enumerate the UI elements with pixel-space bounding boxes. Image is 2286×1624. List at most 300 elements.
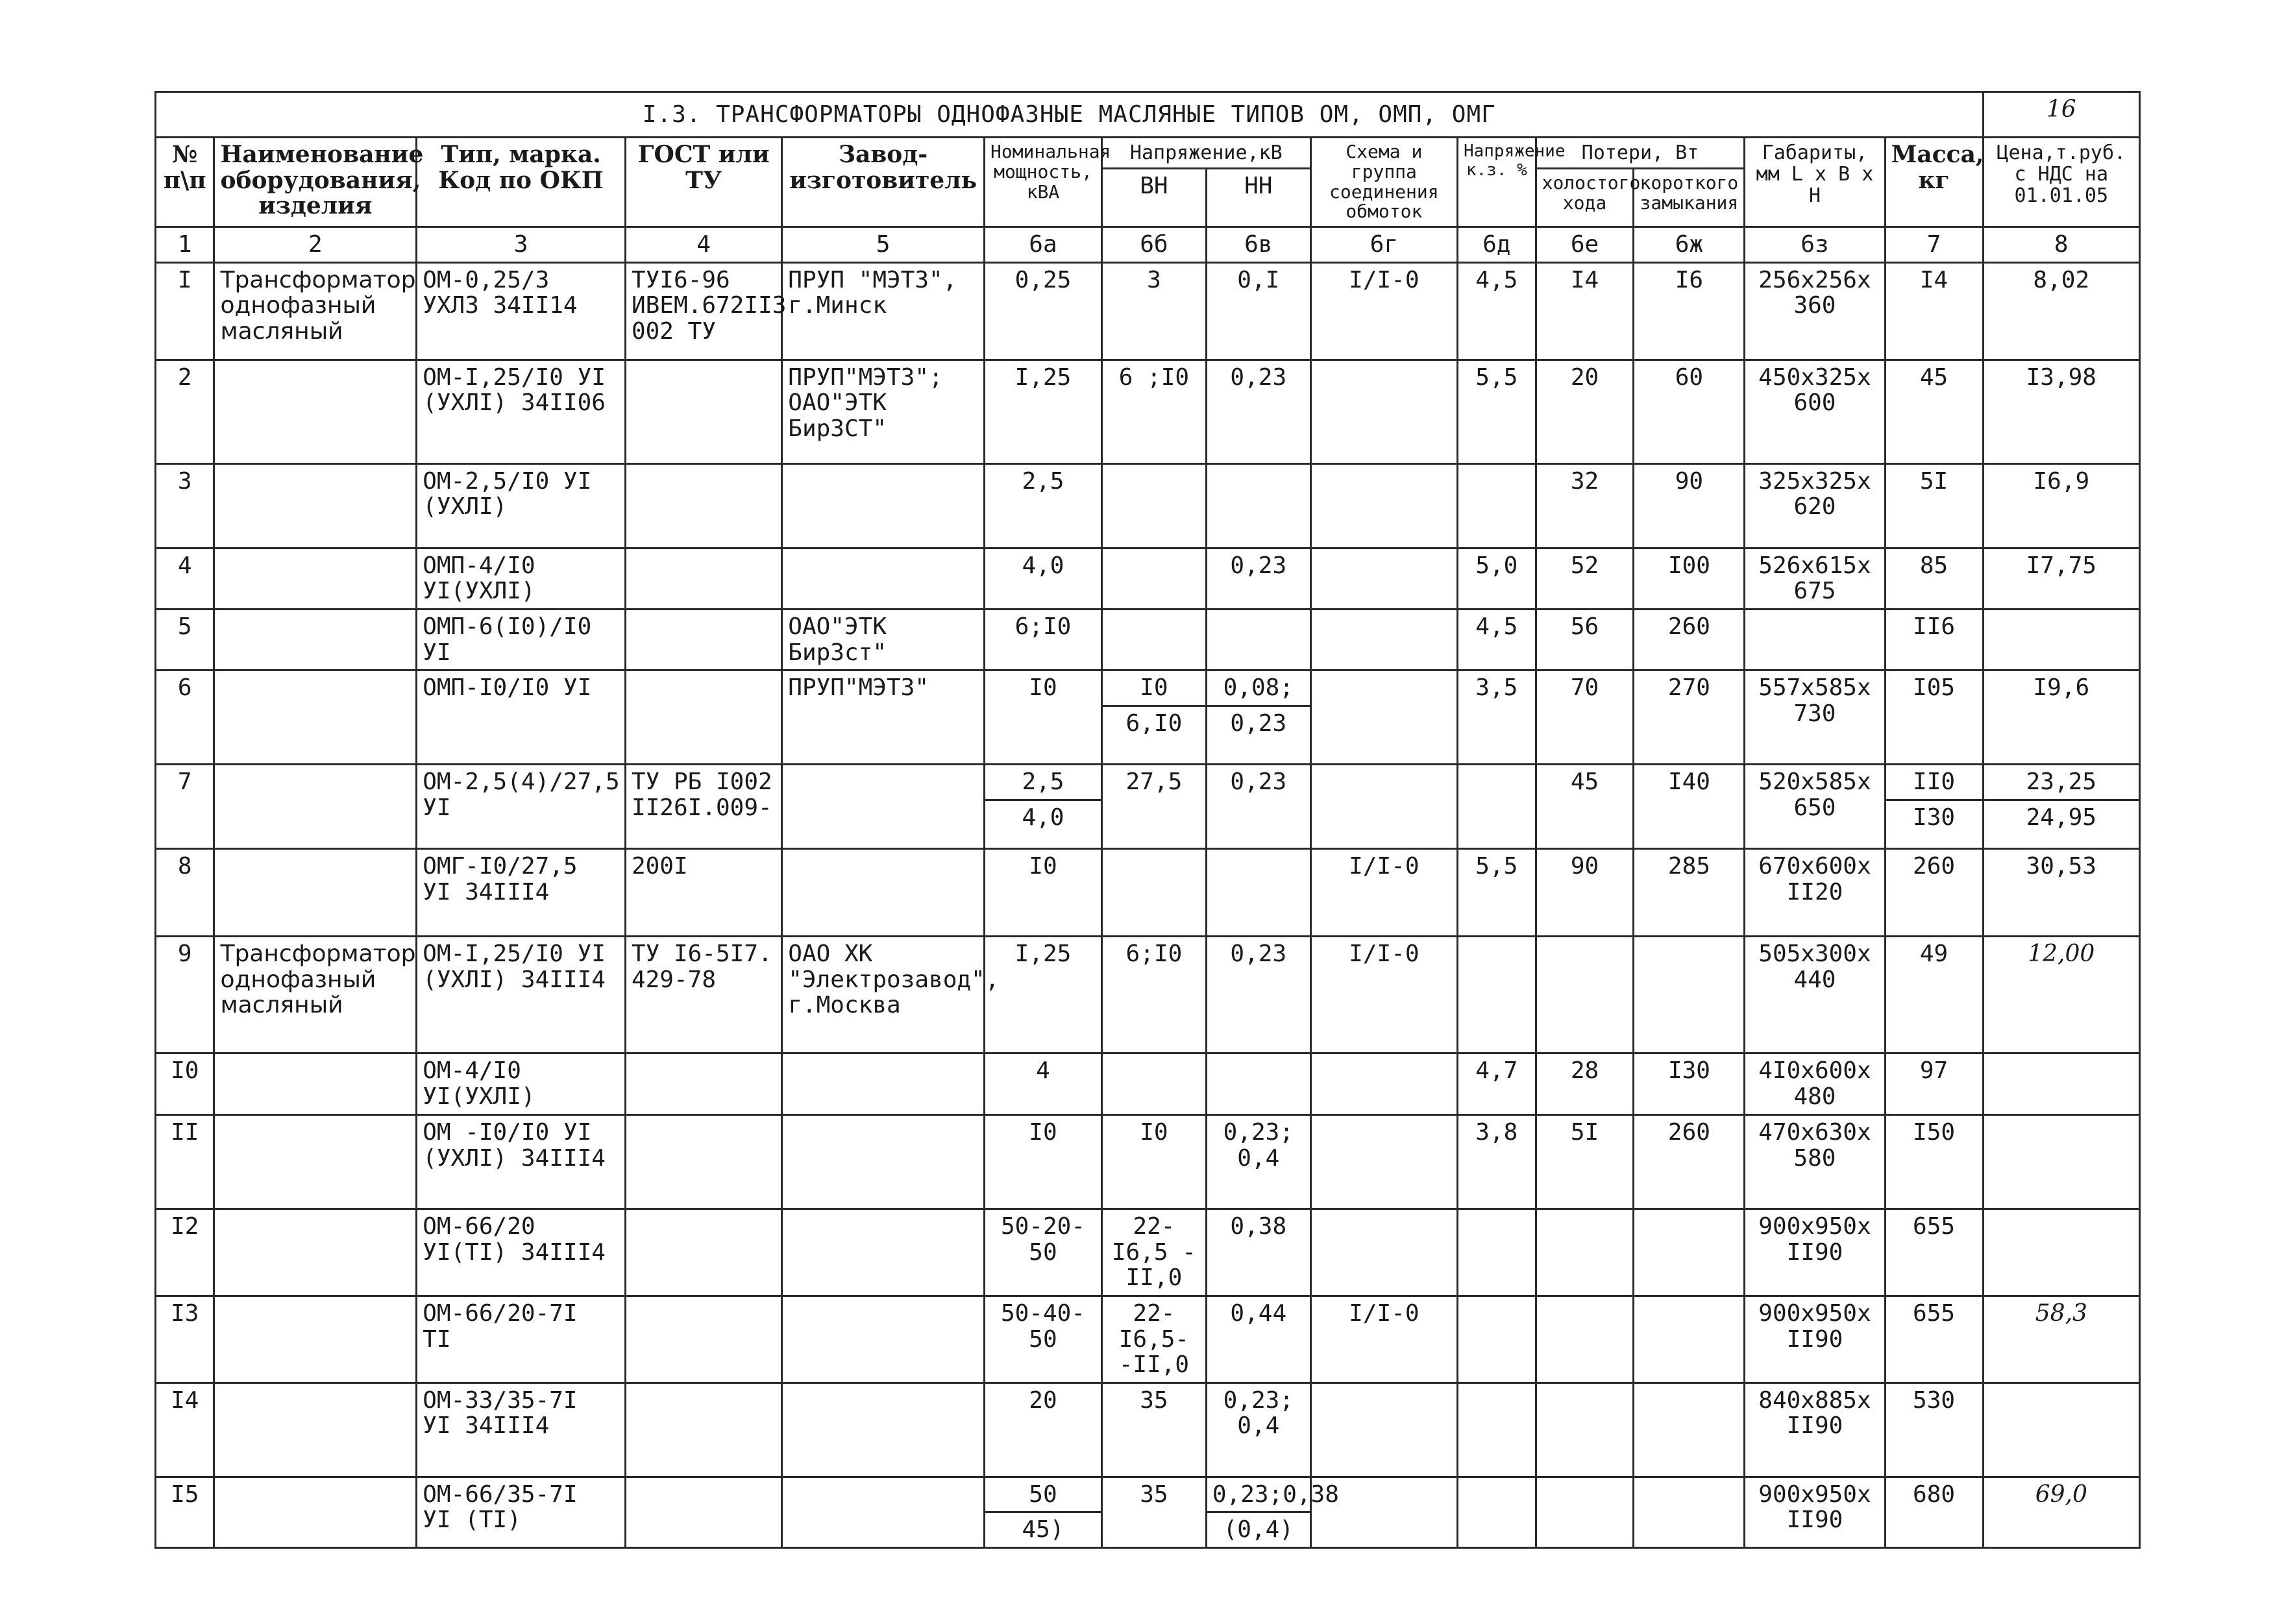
mass [1885,1296,1983,1383]
voltage-lv-value: 0,23; 0,4 [1223,1386,1294,1440]
no-load-loss [1536,765,1634,849]
price-value: I6,9 [2033,467,2090,495]
col-header-hv: ВН [1101,169,1206,227]
price [1983,463,2139,548]
manufacturer [782,262,985,360]
col-header-power: Номинальная мощность, кВА [984,138,1101,227]
dimensions [1745,548,1885,609]
price-value: 8,02 [2033,266,2090,293]
short-circuit-voltage-value: 5,5 [1475,363,1518,391]
rated-power [984,1296,1101,1383]
mass [1885,548,1983,609]
mass [1885,262,1983,360]
gost-tu-value: ТУ РБ I002 II26I.009- [631,769,772,821]
voltage-lv [1206,548,1310,609]
row-number-value: 4 [177,552,192,579]
equipment-name [214,1383,417,1477]
col-header-noload: холостого хода [1536,169,1634,227]
col-num: 6б [1101,227,1206,263]
price-value: I9,6 [2033,674,2090,702]
manufacturer-value: ПРУП"МЭТЗ" [788,674,929,702]
winding-scheme [1310,1209,1457,1296]
short-circuit-loss [1634,360,1745,463]
rated-power [984,937,1101,1053]
equipment-name [214,765,417,849]
gost-tu [625,849,781,937]
gost-tu [625,937,781,1053]
short-circuit-loss [1634,765,1745,849]
mass [1885,609,1983,670]
voltage-hv [1101,360,1206,463]
short-circuit-loss [1634,463,1745,548]
row-number-value: I0 [171,1057,199,1085]
table-row [156,609,2140,670]
voltage-hv-value: 6,I0 [1103,705,1205,737]
voltage-hv [1101,1477,1206,1547]
mass-value: I4 [1919,266,1948,293]
rated-power [984,1209,1101,1296]
voltage-lv [1206,1383,1310,1477]
voltage-lv [1206,1115,1310,1209]
table-row [156,671,2140,765]
row-number-value: 6 [177,674,192,702]
winding-scheme [1310,671,1457,765]
rated-power-value: 4 [1036,1057,1050,1085]
row-number-value: I4 [171,1386,199,1414]
col-num: 7 [1885,227,1983,263]
table-body [156,262,2140,1547]
row-number [156,1115,214,1209]
short-circuit-voltage [1457,937,1536,1053]
rated-power-value: 50-20-50 [1000,1213,1085,1266]
manufacturer [782,849,985,937]
rated-power-value: I0 [1029,1119,1057,1146]
row-number-value: 3 [177,467,192,495]
price-value: 23,25 [2026,769,2096,796]
rated-power [984,609,1101,670]
mass [1885,1477,1983,1547]
winding-scheme [1310,463,1457,548]
type-mark [417,360,626,463]
manufacturer-value: ПРУП "МЭТЗ", г.Минск [788,266,957,319]
short-circuit-voltage-value: 3,5 [1475,674,1518,702]
no-load-loss-value: I4 [1570,266,1599,293]
short-circuit-loss [1634,262,1745,360]
col-header-no: № п\п [156,138,214,227]
voltage-hv-value: 6 ;I0 [1118,363,1190,391]
col-num: 4 [625,227,781,263]
equipment-name [214,609,417,670]
voltage-hv [1101,1115,1206,1209]
row-number [156,765,214,849]
mass [1885,765,1983,849]
voltage-lv-value: 0,08; [1223,674,1294,702]
mass-value: I05 [1913,674,1956,702]
row-number [156,1477,214,1547]
rated-power [984,1053,1101,1115]
type-mark [417,1296,626,1383]
short-circuit-loss [1634,609,1745,670]
no-load-loss [1536,937,1634,1053]
equipment-name [214,1477,417,1547]
winding-scheme-value: I/I-0 [1349,266,1420,293]
voltage-hv-value: 35 [1140,1386,1168,1414]
equipment-name [214,1053,417,1115]
table-row [156,1209,2140,1296]
rated-power-value: 0,25 [1014,266,1072,293]
dimensions [1745,360,1885,463]
manufacturer [782,937,1000,1053]
col-num: 6з [1745,227,1885,263]
col-num: 6в [1206,227,1310,263]
type-mark-value: ОМ-66/35-7I УI (TI) [423,1481,578,1534]
gost-tu [625,1053,781,1115]
short-circuit-loss-value: I00 [1667,552,1710,579]
no-load-loss-value: 52 [1570,552,1599,579]
row-number [156,1053,214,1115]
price [1983,360,2139,463]
winding-scheme [1310,849,1457,937]
dimensions-value: 557x585x 730 [1758,674,1871,727]
col-num: 3 [417,227,626,263]
row-number [156,1296,214,1383]
gost-tu [625,262,787,360]
rated-power-value: 4,0 [985,799,1101,831]
price [1983,1209,2139,1296]
dimensions-value: 526x615x 675 [1758,552,1871,605]
winding-scheme [1310,548,1457,609]
table-row [156,1296,2140,1383]
dimensions-value: 505x300x 440 [1758,941,1871,993]
col-header-type: Тип, марка. Код по ОКП [417,138,626,227]
short-circuit-loss-value: 285 [1667,853,1710,880]
dimensions-value: 4I0x600x 480 [1758,1057,1871,1110]
short-circuit-voltage [1457,609,1536,670]
short-circuit-loss-value: I40 [1667,769,1710,796]
table-row [156,849,2140,937]
rated-power [984,360,1101,463]
mass [1885,1115,1983,1209]
price-value: 58,3 [2035,1299,2087,1327]
voltage-lv [1206,937,1310,1053]
row-number [156,463,214,548]
equipment-name [214,1296,417,1383]
type-mark [417,849,626,937]
short-circuit-voltage [1457,765,1536,849]
manufacturer [782,671,985,765]
winding-scheme [1310,937,1457,1053]
col-header-shortcircuit: короткого замыкания [1634,169,1745,227]
short-circuit-voltage-value: 4,7 [1475,1057,1518,1085]
type-mark [417,1383,626,1477]
mass-value: 655 [1913,1213,1956,1240]
rated-power-value: 20 [1029,1386,1057,1414]
winding-scheme-value: I/I-0 [1349,941,1420,968]
rated-power-value: I0 [1029,853,1057,880]
gost-tu [625,1383,781,1477]
price [1983,1296,2139,1383]
dimensions [1745,937,1885,1053]
type-mark [417,548,626,609]
mass [1885,1053,1983,1115]
price-value: 30,53 [2026,853,2096,880]
mass-value: II0 [1913,769,1956,796]
dimensions [1745,849,1885,937]
manufacturer [782,463,985,548]
row-number-value: I [177,266,192,293]
rated-power-value: 45) [985,1511,1101,1543]
winding-scheme [1310,360,1457,463]
type-mark-value: ОМ-4/I0 УI(УХЛI) [423,1057,535,1110]
short-circuit-voltage [1457,1296,1536,1383]
voltage-hv [1101,609,1206,670]
row-number [156,671,214,765]
col-num: 6е [1536,227,1634,263]
mass [1885,937,1983,1053]
row-number-value: I3 [171,1299,199,1327]
voltage-hv [1101,1383,1206,1477]
manufacturer [782,360,985,463]
short-circuit-loss [1634,671,1745,765]
equipment-name [214,671,417,765]
voltage-lv-value: 0,38 [1230,1213,1287,1240]
manufacturer [782,1477,985,1547]
type-mark-value: ОМГ-I0/27,5 УI 34III4 [423,853,578,905]
price [1983,1477,2139,1547]
type-mark [417,1115,626,1209]
col-header-gost: ГОСТ или ТУ [625,138,781,227]
equipment-name-value: Трансформатор однофазный масляный [220,266,416,345]
mass-value: 655 [1913,1299,1956,1327]
type-mark-value: ОМ-I,25/I0 УI (УХЛI) 34III4 [423,941,606,993]
type-mark [417,1209,626,1296]
gost-tu [625,463,781,548]
type-mark-value: ОМ-0,25/3 УХЛ3 34II14 [423,266,578,319]
no-load-loss-value: 45 [1570,769,1599,796]
winding-scheme [1310,609,1457,670]
col-header-losses: Потери, Вт [1536,138,1745,169]
type-mark [417,1477,626,1547]
column-numbers-row [156,227,2140,263]
no-load-loss-value: 20 [1570,363,1599,391]
price [1983,849,2139,937]
rated-power [984,548,1101,609]
no-load-loss [1536,548,1634,609]
rated-power-value: I,25 [1014,941,1072,968]
short-circuit-voltage [1457,360,1536,463]
equipment-table [154,91,2141,1549]
dimensions [1745,1296,1885,1383]
equipment-name [214,262,417,360]
voltage-lv-value: 0,23;0,38 [1212,1481,1339,1508]
rated-power-value: 6;I0 [1014,613,1072,640]
short-circuit-loss [1634,548,1745,609]
table-row [156,548,2140,609]
winding-scheme [1310,1383,1457,1477]
dimensions [1745,671,1885,765]
short-circuit-loss [1634,1115,1745,1209]
no-load-loss [1536,609,1634,670]
type-mark-value: ОМ-2,5(4)/27,5 УI [423,769,620,821]
type-mark-value: ОМ-33/35-7I УI 34III4 [423,1386,578,1440]
dimensions [1745,1477,1885,1547]
type-mark [417,671,626,765]
short-circuit-loss [1634,1296,1745,1383]
row-number-value: II [171,1119,199,1146]
dimensions [1745,463,1885,548]
no-load-loss [1536,1115,1634,1209]
equipment-name [214,849,417,937]
dimensions [1745,262,1885,360]
mass-value: 85 [1919,552,1948,579]
col-header-plant: Завод-изготовитель [782,138,985,227]
voltage-lv-value: 0,23; 0,4 [1223,1119,1294,1172]
voltage-lv [1206,1477,1339,1547]
rated-power-value: I0 [1029,674,1057,702]
type-mark [417,262,626,360]
no-load-loss-value: 70 [1570,674,1599,702]
rated-power-value: 50 [1029,1481,1057,1508]
price-value: 24,95 [1984,799,2139,831]
winding-scheme [1310,1115,1457,1209]
equipment-name [214,1209,417,1296]
no-load-loss [1536,1477,1634,1547]
table-row [156,463,2140,548]
short-circuit-voltage [1457,262,1536,360]
voltage-hv-value: 22-I6,5 -II,0 [1111,1213,1196,1292]
col-num: 6а [984,227,1101,263]
gost-tu [625,765,781,849]
table-row [156,1383,2140,1477]
dimensions-value: 470x630x 580 [1758,1119,1871,1172]
mass-value: 5I [1919,467,1948,495]
voltage-hv-value: 35 [1140,1481,1168,1508]
short-circuit-voltage-value: 4,5 [1475,613,1518,640]
short-circuit-loss [1634,1383,1745,1477]
gost-tu [625,671,781,765]
row-number [156,849,214,937]
voltage-hv [1101,937,1206,1053]
mass [1885,1209,1983,1296]
short-circuit-voltage-value: 5,0 [1475,552,1518,579]
manufacturer [782,1115,985,1209]
equipment-name [214,360,417,463]
mass-value: 45 [1919,363,1948,391]
row-number-value: 8 [177,853,192,880]
voltage-hv-value: 6;I0 [1125,941,1183,968]
short-circuit-voltage-value: 4,5 [1475,266,1518,293]
no-load-loss [1536,463,1634,548]
winding-scheme-value: I/I-0 [1349,1299,1420,1327]
no-load-loss [1536,671,1634,765]
row-number [156,262,214,360]
short-circuit-loss-value: 60 [1675,363,1704,391]
voltage-lv-value: 0,23 [1230,363,1287,391]
mass-value: 680 [1913,1481,1956,1508]
row-number-value: I2 [171,1213,199,1240]
voltage-hv-value: 3 [1147,266,1161,293]
rated-power [984,1477,1101,1547]
voltage-lv [1206,849,1310,937]
gost-tu [625,1209,781,1296]
manufacturer-value: ПРУП"МЭТЗ"; ОАО"ЭТК БирЗСТ" [788,363,943,442]
equipment-name [214,1115,417,1209]
dimensions-value: 256x256x 360 [1758,266,1871,319]
voltage-lv [1206,671,1310,765]
voltage-hv [1101,849,1206,937]
short-circuit-voltage [1457,463,1536,548]
short-circuit-loss [1634,849,1745,937]
gost-tu [625,1296,781,1383]
col-header-scheme: Схема и группа соединения обмоток [1310,138,1457,227]
no-load-loss [1536,1053,1634,1115]
voltage-lv [1206,1053,1310,1115]
row-number-value: I5 [171,1481,199,1508]
price [1983,1053,2139,1115]
type-mark-value: ОМП-I0/I0 УI [423,674,592,702]
col-header-lv: НН [1206,169,1310,227]
type-mark [417,609,626,670]
short-circuit-voltage [1457,849,1536,937]
mass [1885,463,1983,548]
type-mark [417,937,626,1053]
no-load-loss [1536,360,1634,463]
voltage-hv [1101,1209,1206,1296]
table-row [156,1477,2140,1547]
short-circuit-voltage [1457,671,1536,765]
col-header-mass: Масса, кг [1885,138,1983,227]
dimensions-value: 450x325x 600 [1758,363,1871,417]
type-mark-value: ОМ -I0/I0 УI (УХЛI) 34III4 [423,1119,606,1172]
dimensions-value: 900x950x II90 [1758,1481,1871,1534]
gost-tu [625,360,781,463]
manufacturer [782,548,985,609]
short-circuit-loss [1634,937,1745,1053]
rated-power-value: 4,0 [1022,552,1064,579]
type-mark-value: ОМ-66/20 УI(TI) 34III4 [423,1213,606,1266]
table-row [156,765,2140,849]
short-circuit-voltage-value: 3,8 [1475,1119,1518,1146]
short-circuit-loss [1634,1053,1745,1115]
short-circuit-voltage [1457,1053,1536,1115]
dimensions [1745,1053,1885,1115]
gost-tu [625,1115,781,1209]
rated-power [984,262,1101,360]
rated-power-value: I,25 [1014,363,1072,391]
price [1983,609,2139,670]
manufacturer-value: ОАО ХК "Электрозавод", г.Москва [788,941,1000,1019]
rated-power [984,463,1101,548]
table-row [156,360,2140,463]
gost-tu-value: ТУ I6-5I7. 429-78 [631,941,772,993]
voltage-lv-value: 0,23 [1207,705,1310,737]
price-value: 69,0 [2035,1481,2087,1508]
short-circuit-loss-value: I30 [1667,1057,1710,1085]
mass-value: 49 [1919,941,1948,968]
mass-value: 530 [1913,1386,1956,1414]
type-mark-value: ОМП-4/I0 УI(УХЛI) [423,552,535,605]
rated-power [984,1115,1101,1209]
manufacturer-value: ОАО"ЭТК БирЗст" [788,613,887,666]
col-num: 2 [214,227,417,263]
col-num: 8 [1983,227,2139,263]
no-load-loss [1536,1209,1634,1296]
voltage-lv-value: (0,4) [1207,1511,1310,1543]
rated-power [984,849,1101,937]
col-num: 6г [1310,227,1457,263]
row-number [156,360,214,463]
no-load-loss-value: 56 [1570,613,1599,640]
